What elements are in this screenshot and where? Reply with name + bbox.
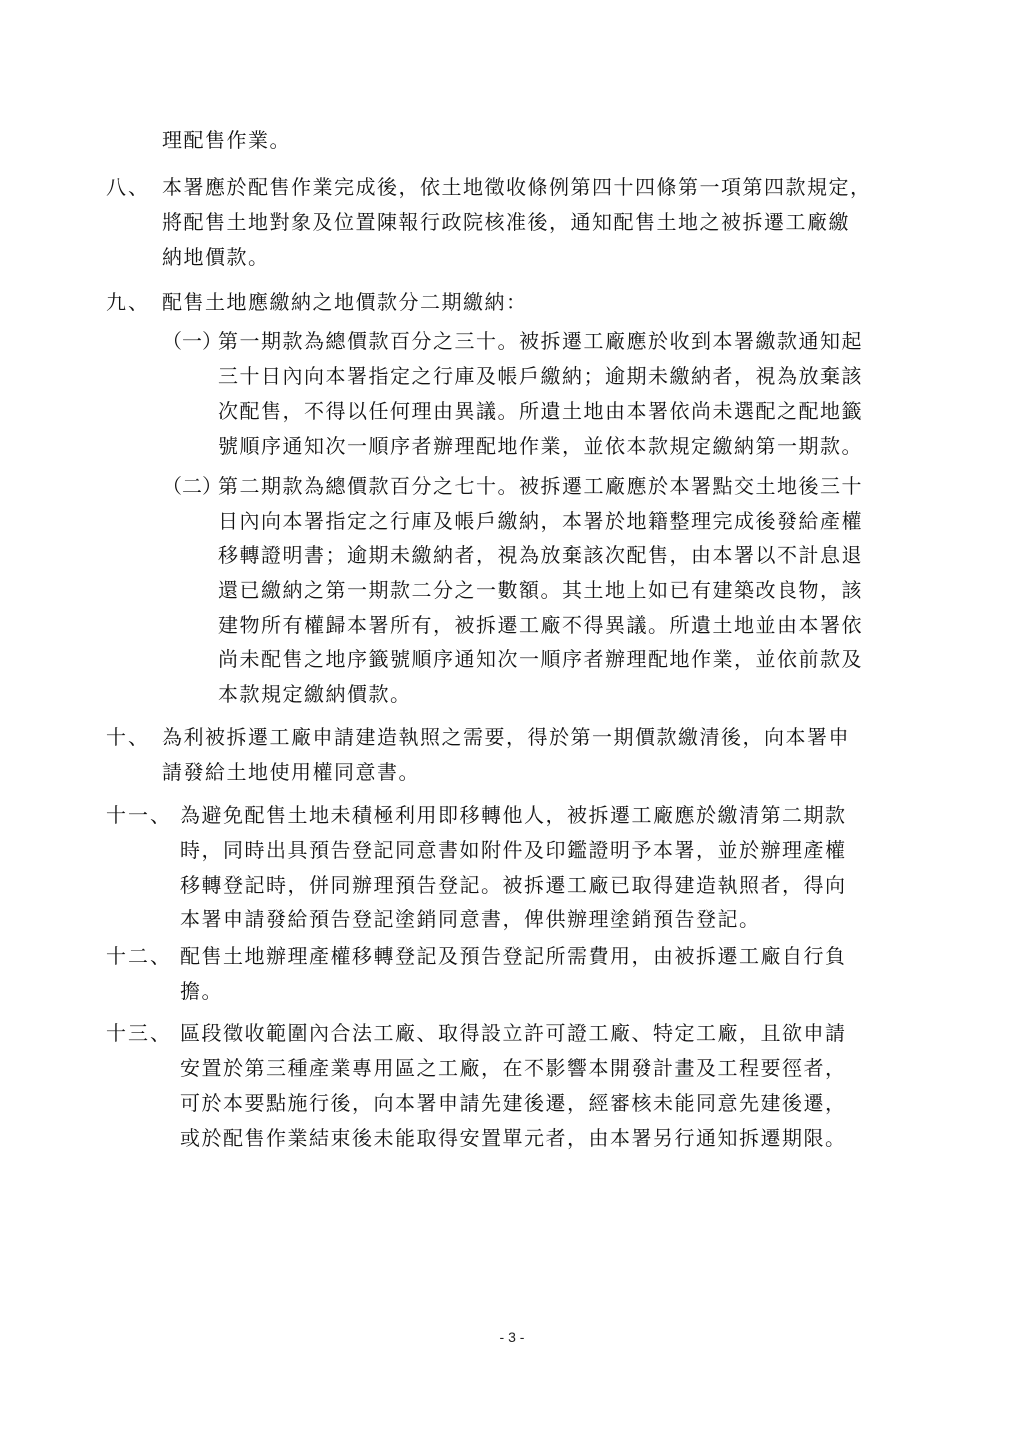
section-9-subitem-1-line-2: 三十日內向本署指定之行庫及帳戶繳納；逾期未繳納者，視為放棄該: [218, 364, 863, 388]
section-9-line-1: 配售土地應繳納之地價款分二期繳納：: [162, 290, 528, 314]
section-9-subitem-2-line-3: 移轉證明書；逾期未繳納者，視為放棄該次配售，由本署以不計息退: [218, 543, 863, 567]
section-8-label: 八、: [106, 175, 150, 199]
section-9-subitem-1-label: （一）: [162, 329, 222, 353]
page-number: - 3 -: [499, 1329, 525, 1345]
section-13-line-2: 安置於第三種產業專用區之工廠，在不影響本開發計畫及工程要徑者，: [180, 1056, 847, 1080]
section-11-line-4: 本署申請發給預告登記塗銷同意書，俾供辦理塗銷預告登記。: [180, 907, 761, 931]
section-8-line-3: 納地價款。: [162, 245, 270, 269]
section-9-subitem-1-line-4: 號順序通知次一順序者辦理配地作業，並依本款規定繳納第一期款。: [218, 434, 863, 458]
section-9-subitem-2-line-7: 本款規定繳納價款。: [218, 682, 412, 706]
section-11-label: 十一、: [106, 803, 172, 827]
section-13-line-4: 或於配售作業結束後未能取得安置單元者，由本署另行通知拆遷期限。: [180, 1126, 847, 1150]
section-12-label: 十二、: [106, 944, 172, 968]
section-13-line-1: 區段徵收範圍內合法工廠、取得設立許可證工廠、特定工廠，且欲申請: [180, 1021, 847, 1045]
section-10-line-1: 為利被拆遷工廠申請建造執照之需要，得於第一期價款繳清後，向本署申: [162, 725, 850, 749]
section-9-subitem-2-line-5: 建物所有權歸本署所有，被拆遷工廠不得異議。所遺土地並由本署依: [218, 613, 863, 637]
section-13-line-3: 可於本要點施行後，向本署申請先建後遷，經審核未能同意先建後遷，: [180, 1091, 847, 1115]
section-9-subitem-1-line-3: 次配售，不得以任何理由異議。所遺土地由本署依尚未選配之配地籤: [218, 399, 863, 423]
section-9-subitem-1-line-1: 第一期款為總價款百分之三十。被拆遷工廠應於收到本署繳款通知起: [218, 329, 863, 353]
section-9-subitem-2-label: （二）: [162, 474, 222, 498]
section-9-label: 九、: [106, 290, 150, 314]
continuation-line: 理配售作業。: [162, 128, 291, 152]
section-9-subitem-2-line-1: 第二期款為總價款百分之七十。被拆遷工廠應於本署點交土地後三十: [218, 474, 863, 498]
section-8-line-2: 將配售土地對象及位置陳報行政院核准後，通知配售土地之被拆遷工廠繳: [162, 210, 850, 234]
section-10-label: 十、: [106, 725, 150, 749]
section-9-subitem-2-line-2: 日內向本署指定之行庫及帳戶繳納，本署於地籍整理完成後發給產權: [218, 509, 863, 533]
section-9-subitem-2-line-6: 尚未配售之地序籤號順序通知次一順序者辦理配地作業，並依前款及: [218, 647, 863, 671]
section-10-line-2: 請發給土地使用權同意書。: [162, 760, 420, 784]
section-9-subitem-2-line-4: 還已繳納之第一期款二分之一數額。其土地上如已有建築改良物，該: [218, 578, 863, 602]
section-12-line-2: 擔。: [180, 979, 223, 1003]
section-12-line-1: 配售土地辦理產權移轉登記及預告登記所需費用，由被拆遷工廠自行負: [180, 944, 847, 968]
section-11-line-2: 時，同時出具預告登記同意書如附件及印鑑證明予本署，並於辦理產權: [180, 838, 847, 862]
section-11-line-3: 移轉登記時，併同辦理預告登記。被拆遷工廠已取得建造執照者，得向: [180, 873, 847, 897]
section-8-line-1: 本署應於配售作業完成後，依土地徵收條例第四十四條第一項第四款規定，: [162, 175, 872, 199]
section-13-label: 十三、: [106, 1021, 172, 1045]
section-11-line-1: 為避免配售土地未積極利用即移轉他人，被拆遷工廠應於繳清第二期款: [180, 803, 847, 827]
